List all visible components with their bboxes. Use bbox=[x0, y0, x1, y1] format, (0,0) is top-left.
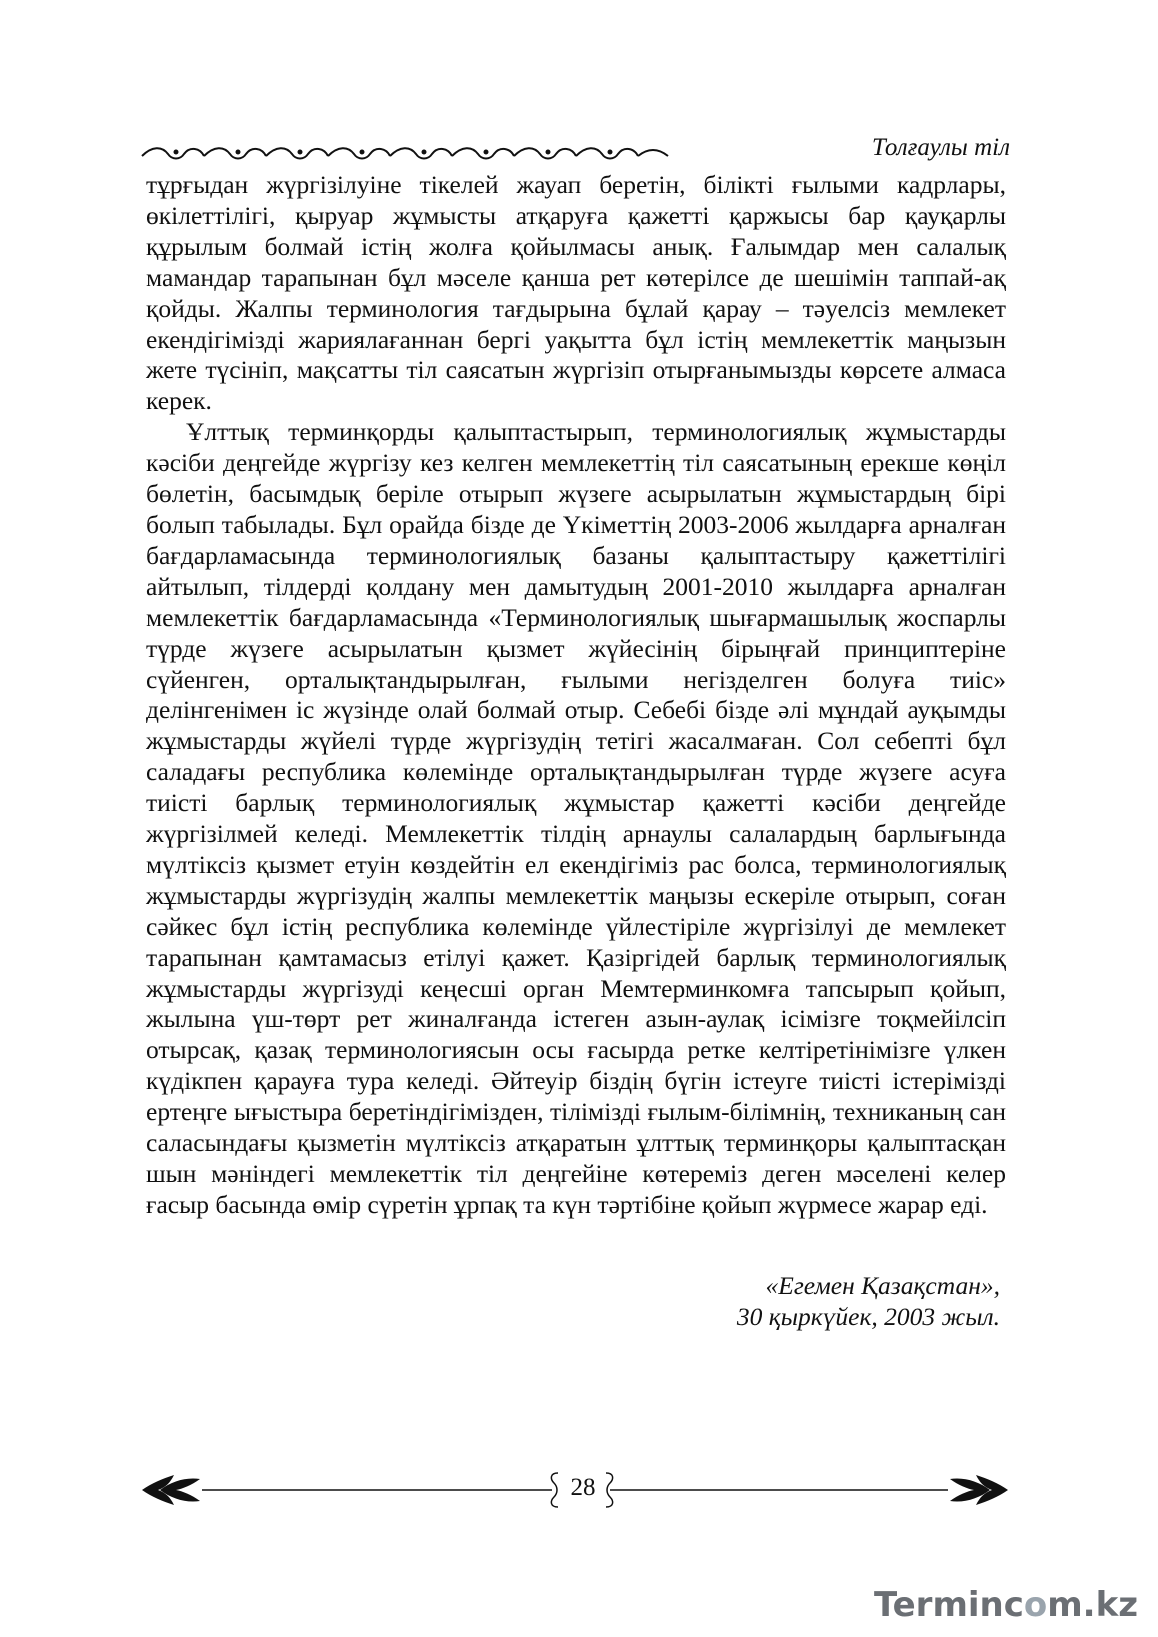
source-citation bbox=[737, 1270, 1000, 1332]
paragraph-1: тұрғыдан жүргізілуіне тікелей жауап беретін, білікті ғылыми кадрлары, өкілеттілігі, қыруар жұмысты атқаруға қажетті қаржысы бар қауқарлы құрылым болмай істің жолға қойылмасы анық. Ғалымдар мен салалық мамандар тарапынан бұл мәселе қанша рет көтерілсе де шешімін таппай-ақ қойды. Жалпы терминология тағдырына бұлай қарау – тәуелсіз мемлекет екендігімізді жариялағаннан бергі уақытта бұл істің мемлекеттік маңызын жете түсініп, мақсатты тіл саясатын жүргізіп отырғанымызды көрсете алмаса керек. bbox=[146, 170, 1006, 416]
header-ornament-icon bbox=[140, 142, 670, 164]
watermark-o: o bbox=[1023, 1585, 1048, 1625]
page-number: 28 bbox=[570, 1474, 596, 1501]
running-title: Толғаулы тіл bbox=[871, 134, 1010, 161]
page-footer bbox=[140, 1465, 1010, 1515]
page-header bbox=[140, 128, 1010, 168]
site-watermark bbox=[874, 1585, 1138, 1625]
paragraph-2: Ұлттық терминқорды қалыптастырып, терминологиялық жұмыстарды кәсіби деңгейде жүргізу кез келген мемлекеттің тіл саясатының ерекше көңіл бөлетін, басымдық беріле отырып жүзеге асырылатын жұмыстардың бірі болып табылады. Бұл орайда бізде де Үкіметтің 2003-2006 жылдарға арналған бағдарламасында терминологиялық базаны қалыптастыру қажеттілігі айтылып, тілдерді қолдану мен дамытудың 2001-2010 жылдарға арналған мемлекеттік бағдарламасында «Терминологиялық шығармашылық жоспарлы түрде жүзеге асырылатын қызмет жүйесінің бірыңғай принциптеріне сүйенген, орталықтандырылған, ғылыми негізделген болуға тиіс» делінгенімен іс жүзінде олай болмай отыр. Себебі бізде әлі мұндай ауқымды жұмыстарды жүйелі түрде жүргізудің тетігі жасалмаған. Сол себепті бұл саладағы республика көлемінде орталықтандырылған түрде жүзеге асуға тиісті барлық терминологиялық жұмыстар қажетті кәсіби деңгейде жүргізілмей келеді. Мемлекеттік тілдің арнаулы салалардың барлығында мүлтіксіз қызмет етуін көздейтін ел екендігіміз рас болса, терминологиялық жұмыстарды жүргізудің жалпы мемлекеттік маңызы ескеріле отырып, соған сәйкес бұл істің республика көлемінде үйлестіріле жүргізілуі де мемлекет тарапынан қамтамасыз етілуі қажет. Қазіргідей барлық терминологиялық жұмыстарды жүргізуді кеңесші орган Мемтерминкомға тапсырып қойып, жылына үш-төрт рет жиналғанда істеген азын-аулақ ісімізге тоқмейілсіп отырсақ, қазақ терминологиясын осы ғасырда ретке келтіретінімізге үлкен күдікпен қарауға тура келеді. Әйтеуір біздің бүгін істеуге тиісті істерімізді ертеңге ығыстыра беретіндігімізден, тілімізді ғылым-білімнің, техниканың сан саласындағы қызметін мүлтіксіз атқаратын ұлттық терминқоры қалыптасқан шын мәніндегі мемлекеттік тіл деңгейіне көтереміз деген мәселені келер ғасыр басында өмір сүретін ұрпақ та күн тәртібіне қойып жүрмесе жарар еді. bbox=[146, 417, 1006, 1219]
body-text bbox=[146, 170, 1006, 1221]
source-publication: «Егемен Қазақстан», bbox=[765, 1271, 1000, 1300]
source-date: 30 қыркүйек, 2003 жыл. bbox=[736, 1302, 1000, 1331]
watermark-prefix: Terminc bbox=[873, 1585, 1024, 1625]
watermark-suffix: m.kz bbox=[1047, 1585, 1138, 1625]
